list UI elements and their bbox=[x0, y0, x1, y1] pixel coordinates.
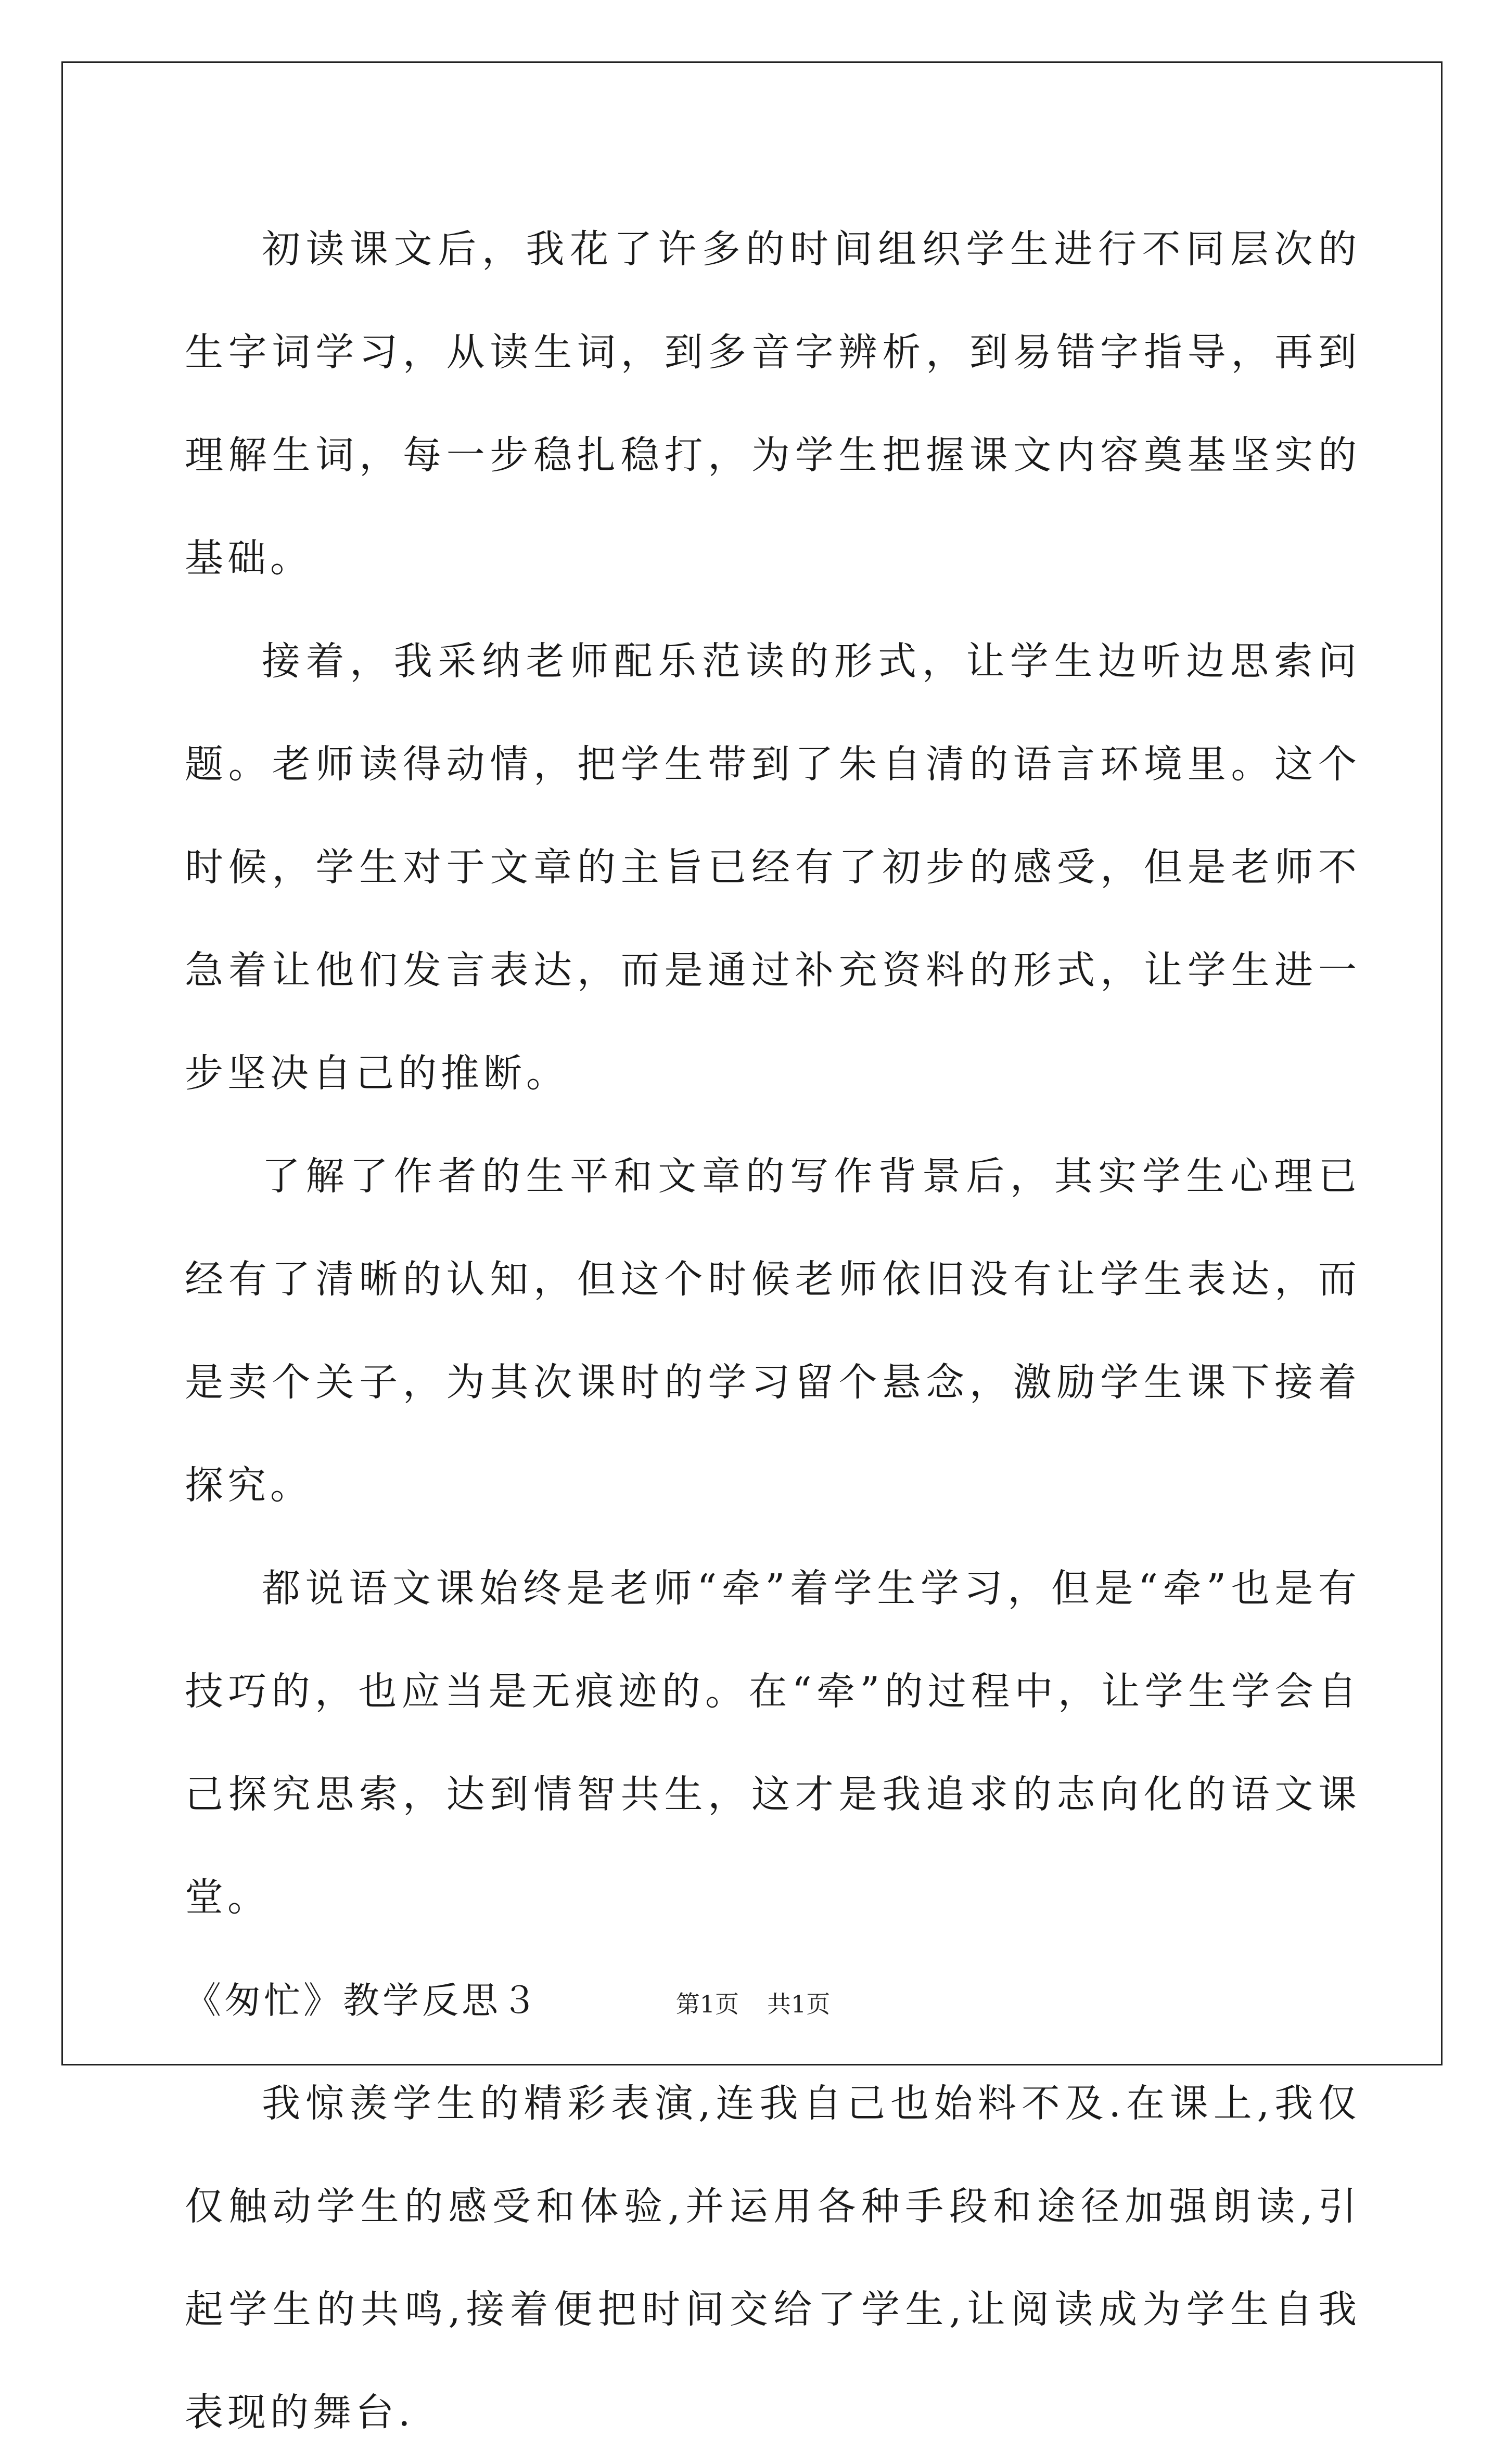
page-total: 共1页 bbox=[767, 1990, 831, 2018]
paragraph-2: 接着，我采纳老师配乐范读的形式，让学生边听边思索问题。老师读得动情，把学生带到了朱自清的语言环境里。这个时候，学生对于文章的主旨已经有了初步的感受，但是老师不急着让他们发言表达，而是通过补充资料的形式，让学生进一步坚决自己的推断。 bbox=[185, 639, 1361, 1096]
document-body bbox=[185, 198, 1361, 2464]
section-heading: 《匆忙》教学反思３ bbox=[185, 1979, 541, 2022]
paragraph-1: 初读课文后，我花了许多的时间组织学生进行不同层次的生字词学习，从读生词，到多音字辨析，到易错字指导，再到理解生词，每一步稳扎稳打，为学生把握课文内容奠基坚实的基础。 bbox=[185, 227, 1361, 581]
page-number: 第1页 bbox=[675, 1990, 739, 2018]
page-footer bbox=[0, 1988, 1506, 2020]
paragraph-4: 都说语文课始终是老师“牵”着学生学习，但是“牵”也是有技巧的，也应当是无痕迹的。在“牵”的过程中，让学生学会自己探究思索，达到情智共生，这才是我追求的志向化的语文课堂。 bbox=[185, 1566, 1361, 1920]
section-paragraph-1: 我惊羡学生的精彩表演,连我自己也始料不及.在课上,我仅仅触动学生的感受和体验,并运用各种手段和途径加强朗读,引起学生的共鸣,接着便把时间交给了学生,让阅读成为学生自我表现的舞台. bbox=[185, 2081, 1361, 2435]
paragraph-3: 了解了作者的生平和文章的写作背景后，其实学生心理已经有了清晰的认知，但这个时候老师依旧没有让学生表达，而是卖个关子，为其次课时的学习留个悬念，激励学生课下接着探究。 bbox=[185, 1154, 1361, 1508]
